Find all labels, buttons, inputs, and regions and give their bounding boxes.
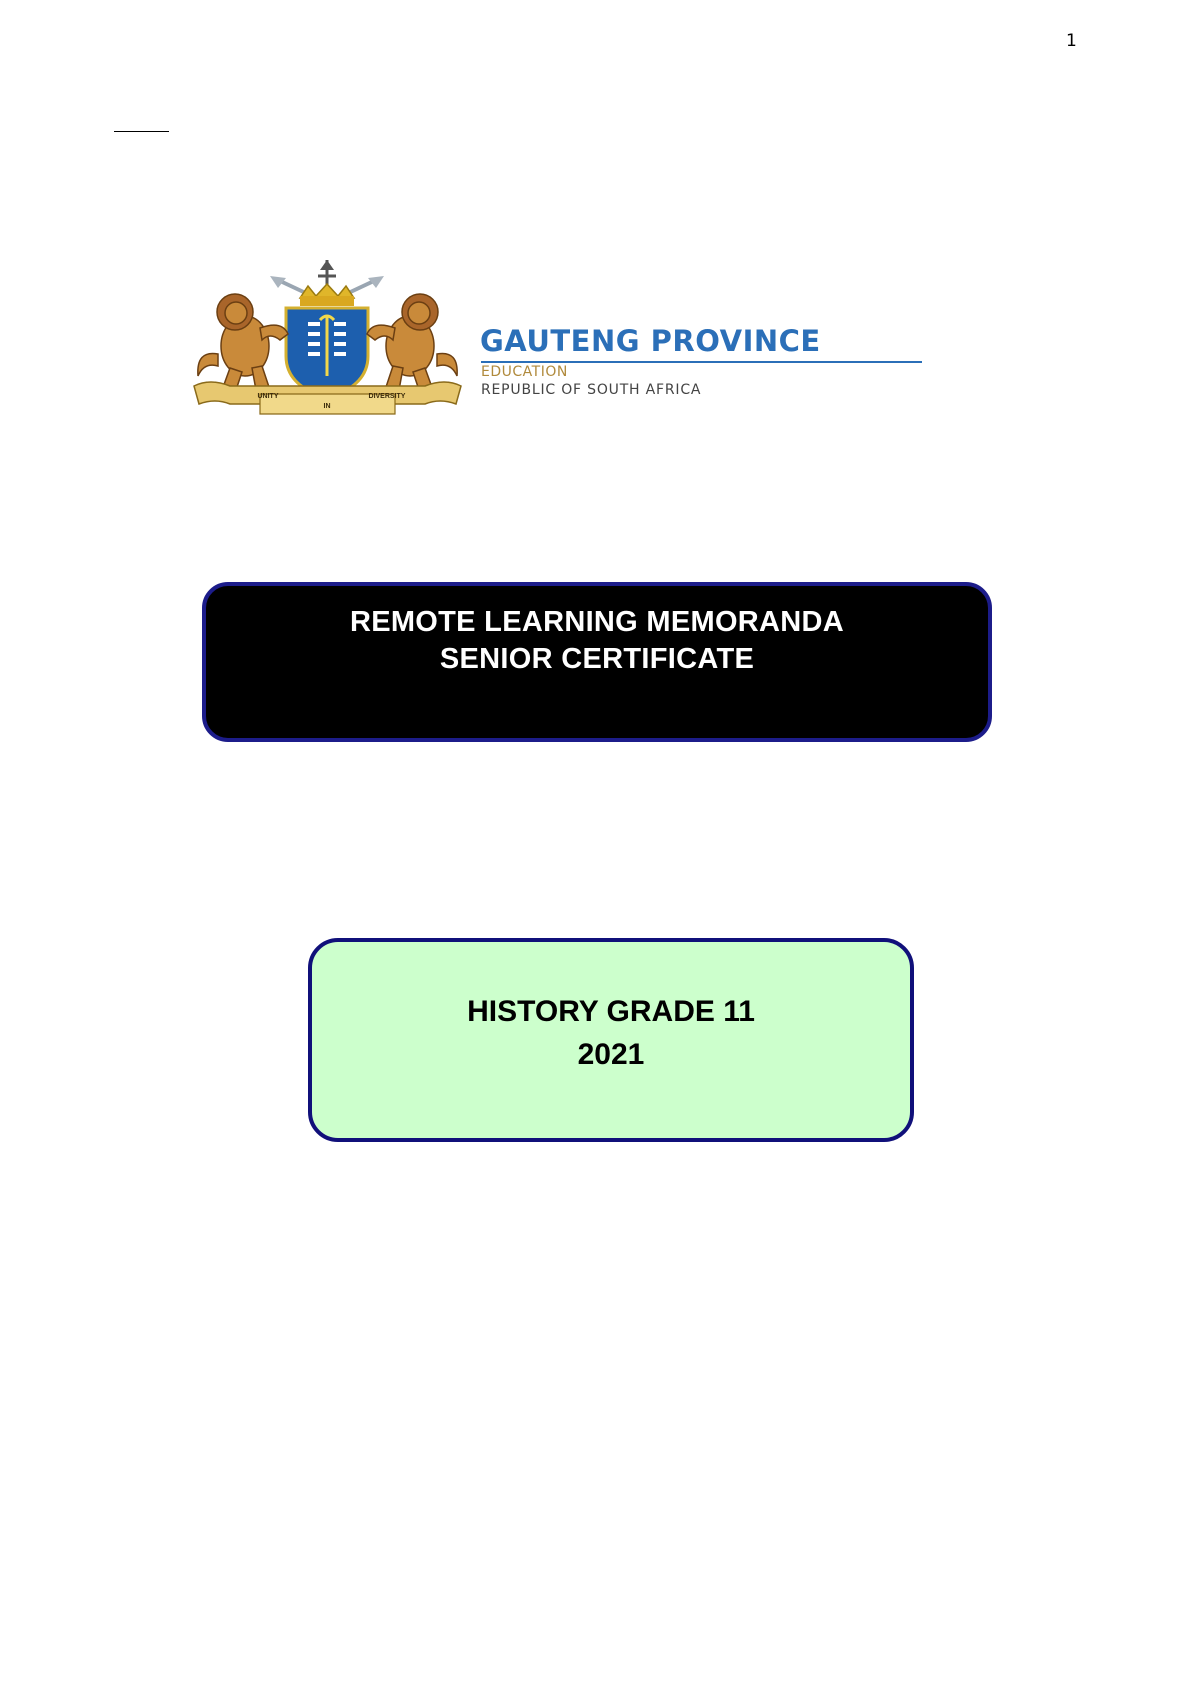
subject-year: 2021: [577, 1038, 645, 1071]
logo-subtitle: EDUCATION: [481, 364, 568, 380]
memo-title-line-1: REMOTE LEARNING MEMORANDA: [349, 606, 845, 638]
motto-unity: UNITY: [257, 393, 279, 400]
memo-title-line-2: SENIOR CERTIFICATE: [439, 643, 755, 675]
gauteng-logo: [190, 258, 930, 418]
subject-box: [308, 938, 914, 1142]
motto-diversity: DIVERSITY: [368, 393, 406, 400]
logo-country: REPUBLIC OF SOUTH AFRICA: [481, 382, 702, 398]
header-rule: [114, 131, 169, 132]
motto-in: IN: [323, 403, 331, 410]
memo-title-box: [202, 582, 992, 742]
logo-title-underline: [481, 361, 922, 363]
logo-title: GAUTENG PROVINCE: [480, 324, 821, 358]
coat-of-arms-icon: [190, 258, 465, 418]
subject-title: HISTORY GRADE 11: [467, 995, 755, 1028]
page-number: 1: [1066, 31, 1077, 51]
